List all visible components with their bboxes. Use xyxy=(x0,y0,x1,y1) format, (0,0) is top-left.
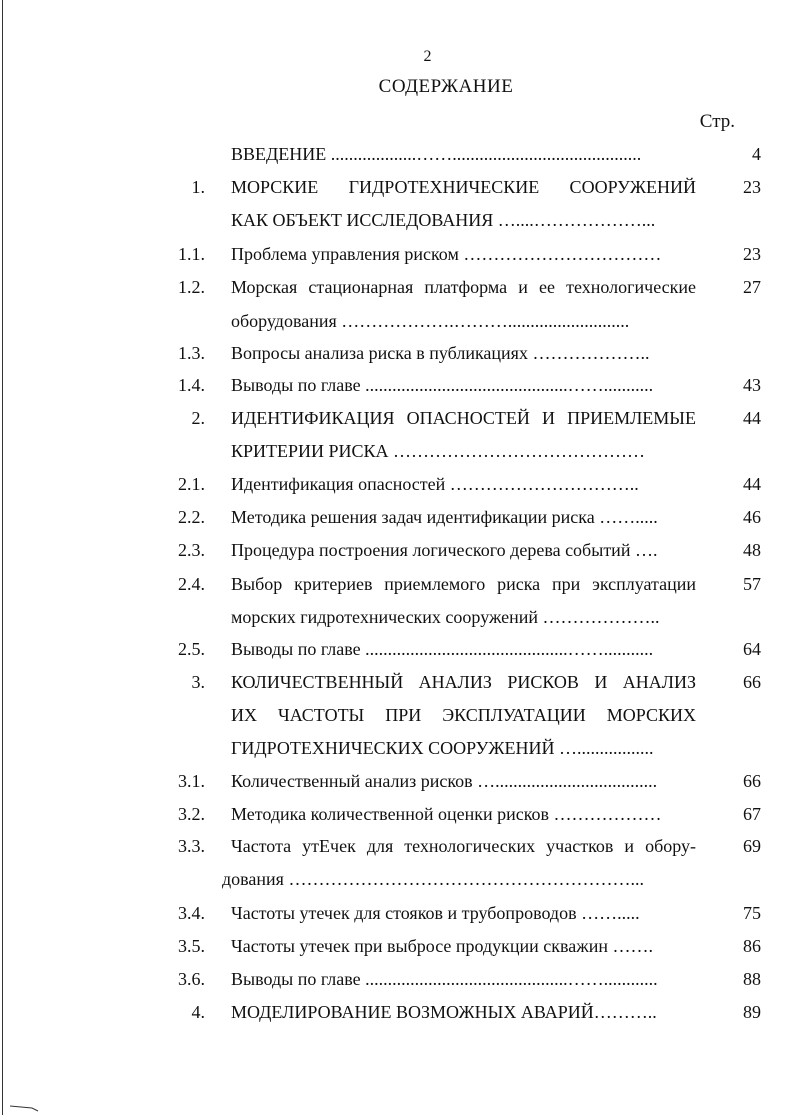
toc-entry-number: 2.1. xyxy=(178,474,205,494)
toc-entry xyxy=(0,239,799,269)
toc-entry-title: ВВЕДЕНИЕ ...................…….......................................... xyxy=(231,144,642,164)
toc-entry xyxy=(0,667,799,697)
toc-entry-title: Выводы по главе .............................................……............ xyxy=(231,969,658,989)
toc-entry-number: 2.3. xyxy=(178,540,205,560)
toc-entry-title: Выбор критериев приемлемого риска при эксплуатации xyxy=(231,574,696,594)
toc-entry-title: МОРСКИЕ ГИДРОТЕХНИЧЕСКИЕ СООРУЖЕНИЙ xyxy=(231,177,696,197)
toc-entry xyxy=(0,799,799,829)
toc-entry-continuation xyxy=(0,602,799,632)
toc-entry xyxy=(0,634,799,664)
toc-entry-page: 69 xyxy=(743,836,761,856)
toc-entry-page: 23 xyxy=(743,244,761,264)
toc-entry-number: 3.2. xyxy=(178,804,205,824)
toc-entry xyxy=(0,898,799,928)
toc-entry-title-line: КАК ОБЪЕКТ ИССЛЕДОВАНИЯ …....………………... xyxy=(231,210,656,230)
toc-entry xyxy=(0,997,799,1027)
toc-entry-number: 2.4. xyxy=(178,574,205,594)
toc-entry-title: Частоты утечек при выбросе продукции скважин ……. xyxy=(231,936,653,956)
toc-entry xyxy=(0,370,799,400)
toc-entry xyxy=(0,535,799,565)
toc-entry-page: 86 xyxy=(743,936,761,956)
page-column-label: Стр. xyxy=(699,111,735,132)
toc-entry-page: 44 xyxy=(743,474,761,494)
toc-entry xyxy=(0,139,799,169)
toc-entry-title: Проблема управления риском …………………………… xyxy=(231,244,662,264)
toc-entry-title: Методика решения задач идентификации риска ……..... xyxy=(231,507,658,527)
toc-entry-number: 1.1. xyxy=(178,244,205,264)
toc-entry xyxy=(0,766,799,796)
toc-entry-number: 3. xyxy=(191,672,205,692)
toc-entry-page: 44 xyxy=(743,408,761,428)
toc-entry xyxy=(0,272,799,302)
page-number: 2 xyxy=(423,48,432,65)
toc-entry xyxy=(0,931,799,961)
toc-entry-page: 27 xyxy=(743,277,761,297)
toc-entry-title: Морская стационарная платформа и ее технологические xyxy=(231,277,696,297)
toc-entry-number: 3.3. xyxy=(178,836,205,856)
toc-entry-title-line: ГИДРОТЕХНИЧЕСКИХ СООРУЖЕНИЙ …................. xyxy=(231,738,654,758)
toc-entry-title: Идентификация опасностей ………………………….. xyxy=(231,474,639,494)
toc-entry xyxy=(0,172,799,202)
toc-entry-title: Количественный анализ рисков ….................................... xyxy=(231,771,658,791)
toc-entry-number: 1.4. xyxy=(178,375,205,395)
toc-entry-title-line: КРИТЕРИИ РИСКА …………………………………… xyxy=(231,441,646,461)
toc-title: СОДЕРЖАНИЕ xyxy=(378,76,514,97)
toc-entry-continuation xyxy=(0,436,799,466)
toc-entry-page: 43 xyxy=(743,375,761,395)
toc-entry-number: 3.5. xyxy=(178,936,205,956)
toc-entry-number: 1.2. xyxy=(178,277,205,297)
toc-entry-number: 1.3. xyxy=(178,343,205,363)
toc-entry-number: 4. xyxy=(191,1002,205,1022)
toc-entry-page: 46 xyxy=(743,507,761,527)
toc-entry-continuation xyxy=(0,306,799,336)
toc-entry-page: 64 xyxy=(743,639,761,659)
toc-entry-continuation xyxy=(0,700,799,730)
toc-entry-title-line: морских гидротехнических сооружений ……………….. xyxy=(231,607,660,627)
toc-entry-title: Частоты утечек для стояков и трубопроводов ……..... xyxy=(231,903,640,923)
toc-entry xyxy=(0,964,799,994)
toc-entry-page: 75 xyxy=(743,903,761,923)
toc-entry-title: Частота утЕчек для технологических участков и обору- xyxy=(231,836,696,856)
toc-entry-page: 66 xyxy=(743,672,761,692)
toc-entry-title: Процедура построения логического дерева событий …. xyxy=(231,540,658,560)
toc-entry-page: 48 xyxy=(743,540,761,560)
toc-entry-number: 2.2. xyxy=(178,507,205,527)
toc-entry-title: КОЛИЧЕСТВЕННЫЙ АНАЛИЗ РИСКОВ И АНАЛИЗ xyxy=(231,672,696,692)
toc-entry xyxy=(0,338,799,368)
toc-entry-page: 89 xyxy=(743,1002,761,1022)
toc-entry-title: МОДЕЛИРОВАНИЕ ВОЗМОЖНЫХ АВАРИЙ……….. xyxy=(231,1002,657,1022)
toc-entry-title: Вопросы анализа риска в публикациях ……………….. xyxy=(231,343,650,363)
toc-entry xyxy=(0,502,799,532)
toc-entry-number: 3.6. xyxy=(178,969,205,989)
toc-entry-continuation xyxy=(0,864,799,894)
toc-entry-number: 2.5. xyxy=(178,639,205,659)
toc-entry-continuation xyxy=(0,733,799,763)
toc-entry-title: Методика количественной оценки рисков ……………… xyxy=(231,804,662,824)
toc-entry-page: 23 xyxy=(743,177,761,197)
toc-entry-number: 2. xyxy=(191,408,205,428)
toc-entry-number: 1. xyxy=(191,177,205,197)
toc-entry-page: 88 xyxy=(743,969,761,989)
toc-entry-page: 67 xyxy=(743,804,761,824)
toc-entry xyxy=(0,469,799,499)
toc-entry-title-line: оборудования ……………….………........................... xyxy=(231,311,630,331)
toc-entry-number: 3.4. xyxy=(178,903,205,923)
toc-entry-page: 57 xyxy=(743,574,761,594)
toc-entry-title-line: дования …………………………………………………... xyxy=(222,869,644,889)
toc-entry xyxy=(0,831,799,861)
toc-entry-number: 3.1. xyxy=(178,771,205,791)
toc-entry-title: ИДЕНТИФИКАЦИЯ ОПАСНОСТЕЙ И ПРИЕМЛЕМЫЕ xyxy=(231,408,696,428)
toc-entry-continuation xyxy=(0,205,799,235)
toc-entry-title-line: ИХ ЧАСТОТЫ ПРИ ЭКСПЛУАТАЦИИ МОРСКИХ xyxy=(231,705,696,725)
toc-entry-page: 66 xyxy=(743,771,761,791)
toc-entry xyxy=(0,569,799,599)
toc-entry xyxy=(0,403,799,433)
toc-entry-page: 4 xyxy=(752,144,761,164)
toc-entry-title: Выводы по главе .............................................……........... xyxy=(231,375,654,395)
toc-entry-title: Выводы по главе .............................................……........... xyxy=(231,639,654,659)
